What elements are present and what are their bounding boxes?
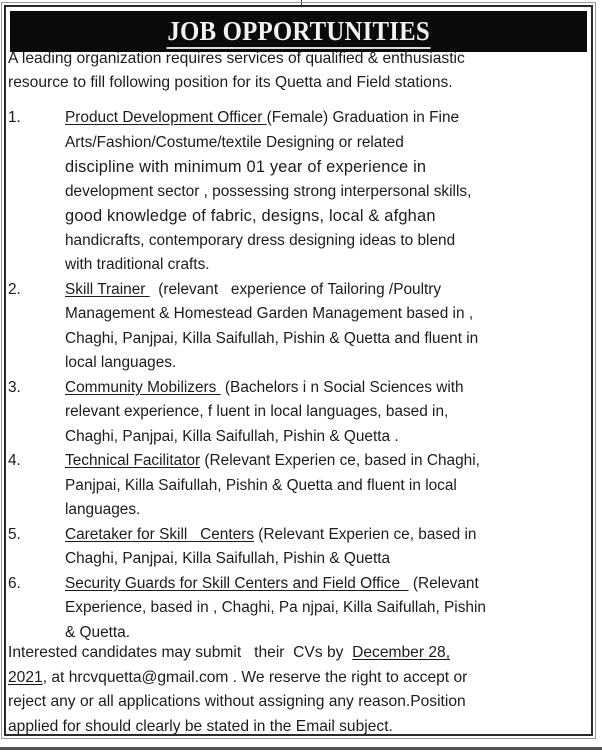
page-title: JOB OPPORTUNITIES [166, 15, 430, 49]
job-description: (Relevant Experien ce, based in Chaghi, [200, 452, 480, 469]
job-description: discipline with minimum 01 year of experience in [65, 158, 427, 176]
job-title: Technical Facilitator [65, 452, 201, 469]
job-title: Caretaker for Skill Centers [65, 525, 255, 543]
job-title: Skill Trainer [65, 280, 150, 298]
job-item-product-development-officer [8, 106, 583, 278]
job-title: Community Mobilizers [65, 378, 221, 396]
job-description: good knowledge of fabric, designs, local & afghan [65, 207, 436, 225]
job-item-skill-trainer [8, 278, 583, 376]
job-item-caretaker [8, 523, 583, 572]
job-description: (Bachelors i n Social Sciences with [220, 378, 464, 396]
job-description: development sector , possessing strong interpersonal skills, [65, 182, 472, 200]
job-number: 4. [8, 452, 21, 469]
job-description: Arts/Fashion/Costume/textile Designing or related [65, 133, 404, 151]
footer-text: applied for should clearly be stated in the Email subject. [8, 717, 393, 735]
job-description: Management & Homestead Garden Management based in , [65, 305, 474, 322]
job-description: (Relevant [408, 574, 479, 592]
job-description: languages. [65, 501, 141, 518]
job-description: (Female) Graduation in Fine [266, 109, 460, 126]
job-number: 1. [8, 109, 21, 126]
job-list [8, 106, 583, 645]
job-number: 3. [8, 378, 21, 396]
job-description: Chaghi, Panjpai, Killa Saifullah, Pishin & Quetta . [65, 427, 399, 445]
job-description: Chaghi, Panjpai, Killa Saifullah, Pishin & Quetta and fluent in [65, 329, 479, 347]
deadline-date: December 28, [352, 644, 451, 661]
job-item-technical-facilitator [8, 449, 583, 523]
job-description: Experience, based in , Chaghi, Pa njpai, Killa Saifullah, Pishin [65, 599, 486, 616]
job-description: (relevant experience of Tailoring /Poultry [149, 280, 442, 298]
contact-email-text: , at hrcvquetta@gmail.com . We reserve the right to accept or [42, 668, 468, 686]
job-description: & Quetta. [65, 623, 131, 641]
job-description: Panjpai, Killa Saifullah, Pishin & Quetta and fluent in local [65, 476, 457, 494]
job-description: local languages. [65, 354, 177, 371]
intro-line: A leading organization requires services of qualified & enthusiastic [8, 50, 465, 67]
footer-text: reject any or all applications without assigning any reason.Position [8, 693, 466, 710]
job-item-security-guards [8, 572, 583, 646]
job-description: relevant experience, f luent in local languages, based in, [65, 403, 449, 420]
job-title: Security Guards for Skill Centers and Field Office [65, 574, 409, 592]
job-description: Chaghi, Panjpai, Killa Saifullah, Pishin & Quetta [65, 550, 391, 567]
job-number: 5. [8, 525, 21, 543]
job-number: 6. [8, 574, 21, 592]
intro-line: resource to fill following position for its Quetta and Field stations. [8, 74, 453, 91]
footer-text: Interested candidates may submit their CVs by [8, 644, 353, 661]
header-banner [10, 11, 587, 52]
job-description: with traditional crafts. [65, 256, 210, 273]
bottom-border [0, 747, 602, 750]
job-description: (Relevant Experien ce, based in [254, 525, 477, 543]
application-instructions [8, 641, 586, 739]
job-item-community-mobilizers [8, 376, 583, 450]
job-description: handicrafts, contemporary dress designing ideas to blend [65, 231, 456, 249]
deadline-year: 2021 [8, 668, 43, 686]
intro-paragraph [8, 47, 583, 95]
job-title: Product Development Officer [65, 109, 267, 126]
job-number: 2. [8, 280, 21, 298]
